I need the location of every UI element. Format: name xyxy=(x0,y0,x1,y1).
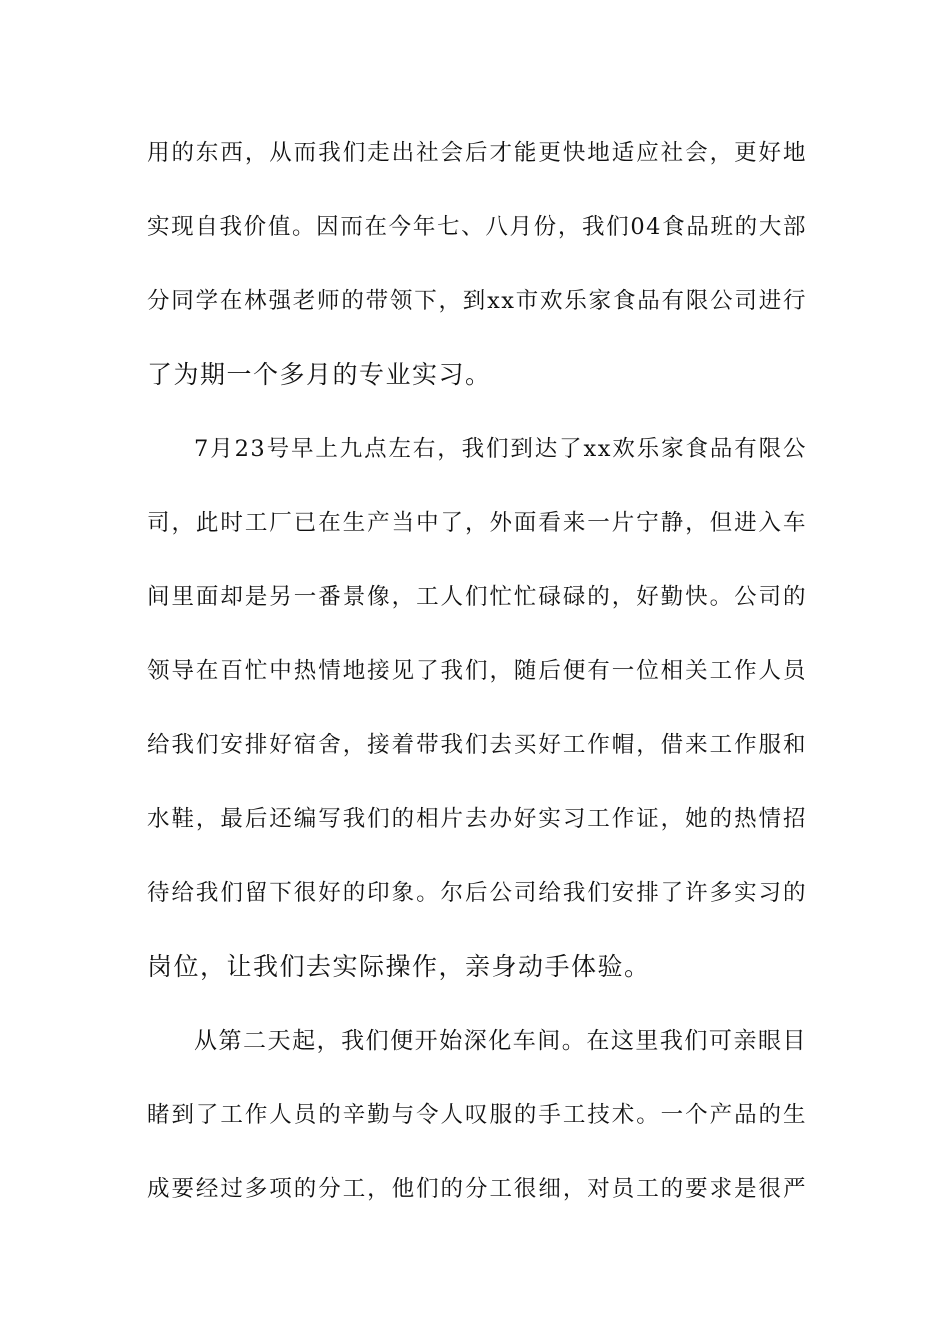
text-line: 成要经过多项的分工，他们的分工很细，对员工的要求是很严 xyxy=(147,1176,807,1202)
text-line: 司，此时工厂已在生产当中了，外面看来一片宁静，但进入车 xyxy=(147,510,807,536)
text-line: 给我们安排好宿舍，接着带我们去买好工作帽，借来工作服和 xyxy=(147,732,807,758)
text-line: 用的东西，从而我们走出社会后才能更快地适应社会，更好地 xyxy=(147,140,807,166)
text-line: 间里面却是另一番景像，工人们忙忙碌碌的，好勤快。公司的 xyxy=(147,584,807,610)
text-line: 水鞋，最后还编写我们的相片去办好实习工作证，她的热情招 xyxy=(147,806,807,832)
text-line: 待给我们留下很好的印象。尔后公司给我们安排了许多实习的 xyxy=(147,880,807,906)
text-line: 领导在百忙中热情地接见了我们，随后便有一位相关工作人员 xyxy=(147,658,807,684)
text-line: 睹到了工作人员的辛勤与令人叹服的手工技术。一个产品的生 xyxy=(147,1102,807,1128)
text-line: 实现自我价值。因而在今年七、八月份，我们04食品班的大部 xyxy=(147,214,807,240)
text-line: 岗位，让我们去实际操作，亲身动手体验。 xyxy=(147,952,651,981)
text-line: 了为期一个多月的专业实习。 xyxy=(147,360,492,389)
paragraph-start-line: 7月23号早上九点左右，我们到达了xx欢乐家食品有限公 xyxy=(194,436,807,462)
paragraph-start-line: 从第二天起，我们便开始深化车间。在这里我们可亲眼目 xyxy=(194,1028,807,1054)
text-line: 分同学在林强老师的带领下，到xx市欢乐家食品有限公司进行 xyxy=(147,288,807,314)
